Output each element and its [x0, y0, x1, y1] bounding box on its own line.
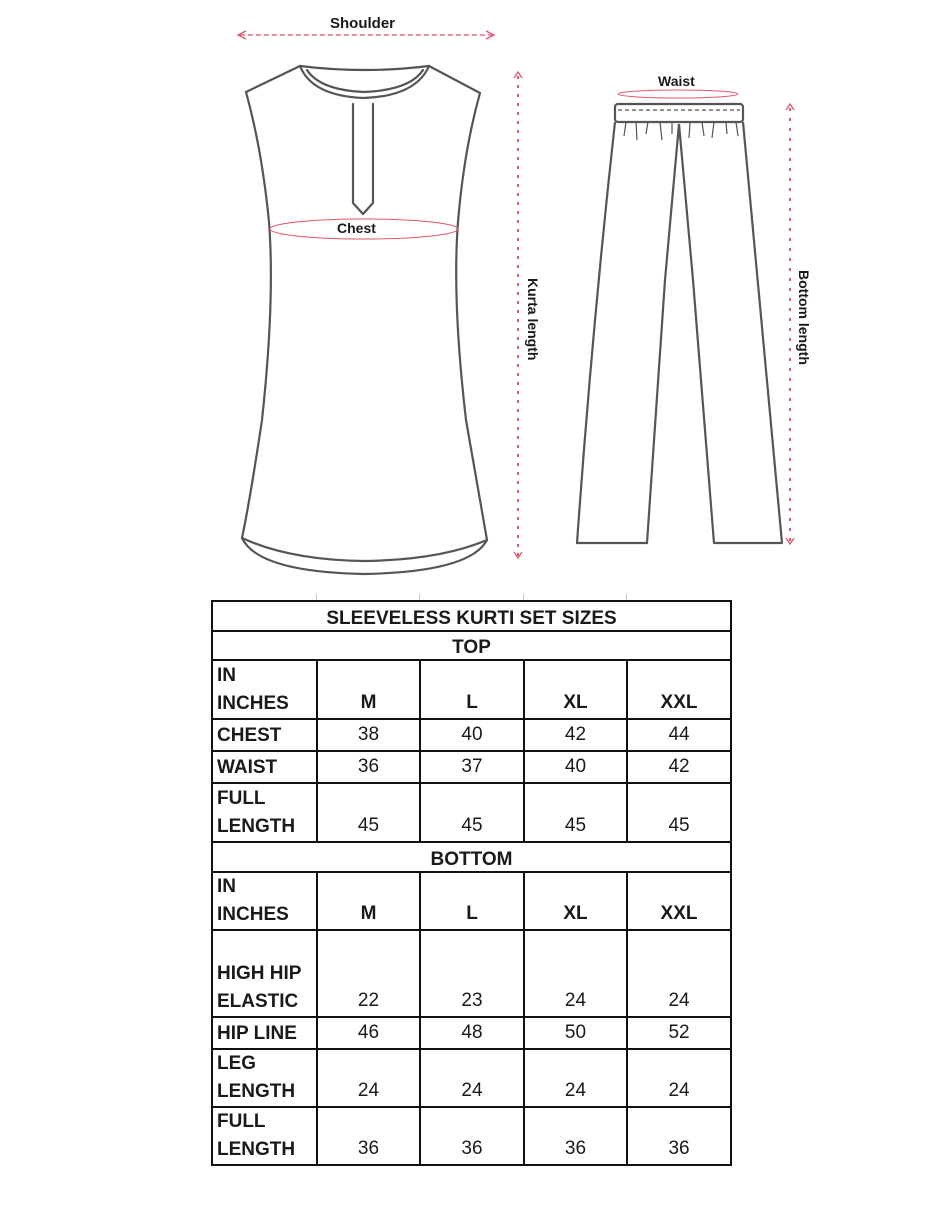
- cell-value: 24: [627, 930, 731, 1017]
- cell-value: 38: [317, 719, 420, 751]
- column-header-m: M: [317, 872, 420, 930]
- cell-value: 36: [317, 751, 420, 783]
- unit-label-line2: INCHES: [217, 904, 289, 925]
- kurta-left-shoulder: [246, 66, 300, 92]
- cell-value: 24: [317, 1049, 420, 1107]
- row-label-line1: LEG: [217, 1053, 257, 1074]
- cell-value: 23: [420, 930, 524, 1017]
- row-label-line1: FULL: [217, 788, 266, 809]
- cell-value: 24: [420, 1049, 524, 1107]
- column-header-xxl: XXL: [627, 660, 731, 719]
- kurta-hem-outer: [242, 538, 487, 574]
- row-label: [212, 930, 317, 1017]
- cell-value: 50: [524, 1017, 627, 1049]
- unit-label: [212, 660, 317, 719]
- shoulder-label: Shoulder: [330, 15, 396, 32]
- column-header-xl: XL: [524, 872, 627, 930]
- cell-value: 45: [317, 783, 420, 842]
- row-label: CHEST: [212, 719, 317, 751]
- cell-value: 45: [627, 783, 731, 842]
- table-row: [212, 751, 731, 783]
- cell-value: 36: [524, 1107, 627, 1165]
- section-header-row: [212, 631, 731, 660]
- pants-measure-lines: [618, 90, 794, 544]
- row-label-line2: LENGTH: [217, 1081, 296, 1102]
- column-header-m: M: [317, 660, 420, 719]
- cell-value: 22: [317, 930, 420, 1017]
- kurta-right-armhole: [458, 93, 480, 222]
- column-header-l: L: [420, 660, 524, 719]
- bottom-length-label: Bottom length: [796, 270, 812, 365]
- table-row: [212, 1107, 731, 1165]
- table-title-row: [212, 601, 731, 631]
- column-header-l: L: [420, 872, 524, 930]
- column-header-row: [212, 872, 731, 930]
- kurta-right-side: [456, 222, 487, 540]
- row-label-line2: ELASTIC: [217, 991, 299, 1012]
- cell-value: 44: [627, 719, 731, 751]
- waist-label: Waist: [658, 73, 695, 89]
- row-label-line1: HIGH HIP: [217, 963, 302, 984]
- kurta-placket: [353, 104, 373, 214]
- measurement-diagram: [0, 0, 936, 590]
- chest-label: Chest: [337, 220, 376, 236]
- cell-value: 40: [420, 719, 524, 751]
- row-label-line1: FULL: [217, 1111, 266, 1132]
- row-label: [212, 1107, 317, 1165]
- row-label: [212, 1049, 317, 1107]
- cell-value: 52: [627, 1017, 731, 1049]
- table-row: [212, 930, 731, 1017]
- cell-value: 46: [317, 1017, 420, 1049]
- table-row: [212, 783, 731, 842]
- column-header-xxl: XXL: [627, 872, 731, 930]
- unit-label-line1: IN: [217, 876, 236, 897]
- kurta-measure-lines: [238, 31, 522, 558]
- row-label: [212, 783, 317, 842]
- kurta-left-side: [242, 222, 271, 538]
- pants-left-leg: [577, 122, 679, 543]
- kurta-right-shoulder: [429, 66, 480, 93]
- unit-label: [212, 872, 317, 930]
- cell-value: 45: [524, 783, 627, 842]
- section-title-top: TOP: [212, 631, 731, 660]
- row-label: WAIST: [212, 751, 317, 783]
- cell-value: 36: [627, 1107, 731, 1165]
- cell-value: 42: [627, 751, 731, 783]
- waist-measure-ellipse: [618, 90, 738, 98]
- cell-value: 40: [524, 751, 627, 783]
- kurta-length-label: Kurta length: [525, 278, 541, 361]
- unit-label-line2: INCHES: [217, 693, 289, 714]
- table-row: [212, 1049, 731, 1107]
- table-row: [212, 719, 731, 751]
- cell-value: 45: [420, 783, 524, 842]
- cell-value: 36: [317, 1107, 420, 1165]
- section-title-bottom: BOTTOM: [212, 842, 731, 872]
- unit-label-line1: IN: [217, 665, 236, 686]
- section-header-row: [212, 842, 731, 872]
- kurta-neck-top: [300, 66, 429, 70]
- size-chart-table: [211, 600, 732, 1166]
- table-row: [212, 1017, 731, 1049]
- kurta-drawing: [242, 66, 487, 574]
- row-label-line2: LENGTH: [217, 1139, 296, 1160]
- table-title: SLEEVELESS KURTI SET SIZES: [212, 601, 731, 631]
- cell-value: 24: [627, 1049, 731, 1107]
- cell-value: 24: [524, 930, 627, 1017]
- row-label-line2: LENGTH: [217, 816, 296, 837]
- pants-drawing: [577, 104, 782, 543]
- row-label: HIP LINE: [212, 1017, 317, 1049]
- pants-right-leg: [679, 122, 782, 543]
- kurta-hem-inner: [242, 538, 487, 561]
- pants-waistband: [615, 104, 743, 122]
- cell-value: 37: [420, 751, 524, 783]
- kurta-left-armhole: [246, 92, 269, 222]
- cell-value: 42: [524, 719, 627, 751]
- column-header-row: [212, 660, 731, 719]
- cell-value: 24: [524, 1049, 627, 1107]
- cell-value: 48: [420, 1017, 524, 1049]
- column-header-xl: XL: [524, 660, 627, 719]
- cell-value: 36: [420, 1107, 524, 1165]
